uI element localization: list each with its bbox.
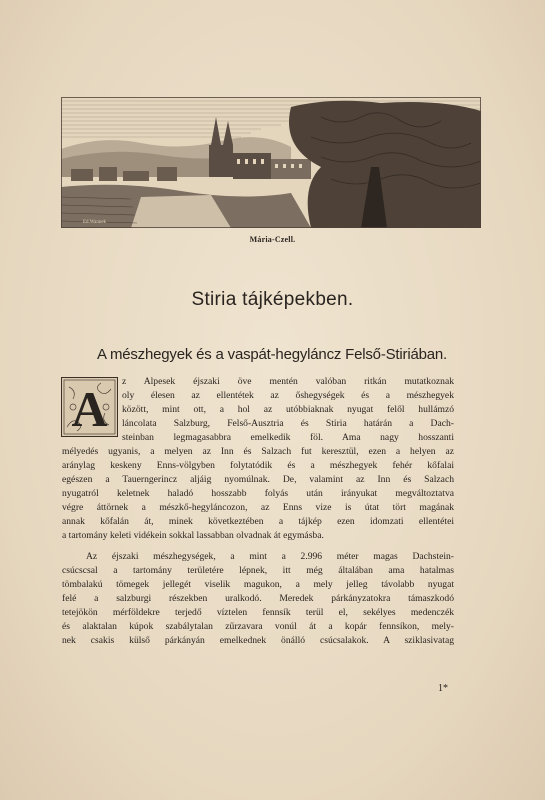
- decorated-initial: [61, 377, 118, 437]
- body-line: a tartomány keleti vidékein sokkal lassabban olvadnak át egymásba.: [62, 530, 324, 541]
- body-line: láncolata Salzburg, Felső-Ausztria és Stiria határán a Dach-: [122, 418, 454, 429]
- artist-signature: Ed.Wannek: [83, 220, 107, 225]
- body-line: tetejökön mérföldekre terjedő víztelen fennsík terül el, sekélyes medenczék: [62, 607, 454, 618]
- body-line: nek csakis külső párkányán emelkednek önálló csúcsalakok. A sziklasivatag: [62, 635, 454, 646]
- body-line: mélyedés ugyanis, a melyen az Inn és Salzach fut keresztül, ezen a helyen az: [62, 446, 454, 457]
- body-line: Az éjszaki mészhegységek, a mint a 2.996 méter magas Dachstein-: [86, 551, 454, 562]
- body-line: között, mint ott, a hol az utóbbiaknak nyugat felől hullámzó: [122, 404, 454, 415]
- maria-czell-engraving: [61, 97, 481, 228]
- body-line: egészen a Tauerngerincz aljáig nyomúlnak. De, valamint az Inn és Salzach: [62, 474, 454, 485]
- body-line: z Alpesek éjszaki öve mentén valóban ritkán mutatkoznak: [122, 376, 454, 387]
- body-line: aránylag keskeny Enns-völgyben folytatódik és a mészhegyek fehér kőfalai: [62, 460, 454, 471]
- body-line: csúcscsal a tartomány területére lépnek, itt még általában ama hatalmas: [62, 565, 454, 576]
- section-subtitle: A mészhegyek és a vaspát-hegyláncz Felső-Stiriában.: [97, 346, 447, 363]
- page-number: 1*: [438, 683, 448, 694]
- body-line: annak kőfalán át, minek következtében a tájkép ezen idomzati ellentétei: [62, 516, 454, 527]
- body-line: oly élesen az ellentétek az őshegységek és a mészhegyek: [122, 390, 454, 401]
- body-line: tömbalakú tömegek jellegét viselik magukon, a mely jelleg távolabb nyugat: [62, 579, 454, 590]
- body-line: felé a salzburgi részekben uralkodó. Meredek párkányzatokra támaszkodó: [62, 593, 454, 604]
- drop-cap-letter: A: [71, 381, 108, 437]
- body-line: steinban legmagasabbra emelkedik föl. Ama nagy hosszanti: [122, 432, 454, 443]
- illustration-caption: Mária-Czell.: [249, 235, 296, 244]
- body-line: és alaktalan kúpok szabálytalan zűrzavara vonúl át a kopár fennsíkon, mely-: [62, 621, 454, 632]
- body-line: végre áttörnek a mészkő-hegyláncozon, az Enns vize is útat tört magának: [62, 502, 454, 513]
- chapter-title: Stiria tájképekben.: [191, 289, 354, 310]
- body-line: nyugatról keletnek haladó hosszabb folyás után irányukat megváltoztatva: [62, 488, 454, 499]
